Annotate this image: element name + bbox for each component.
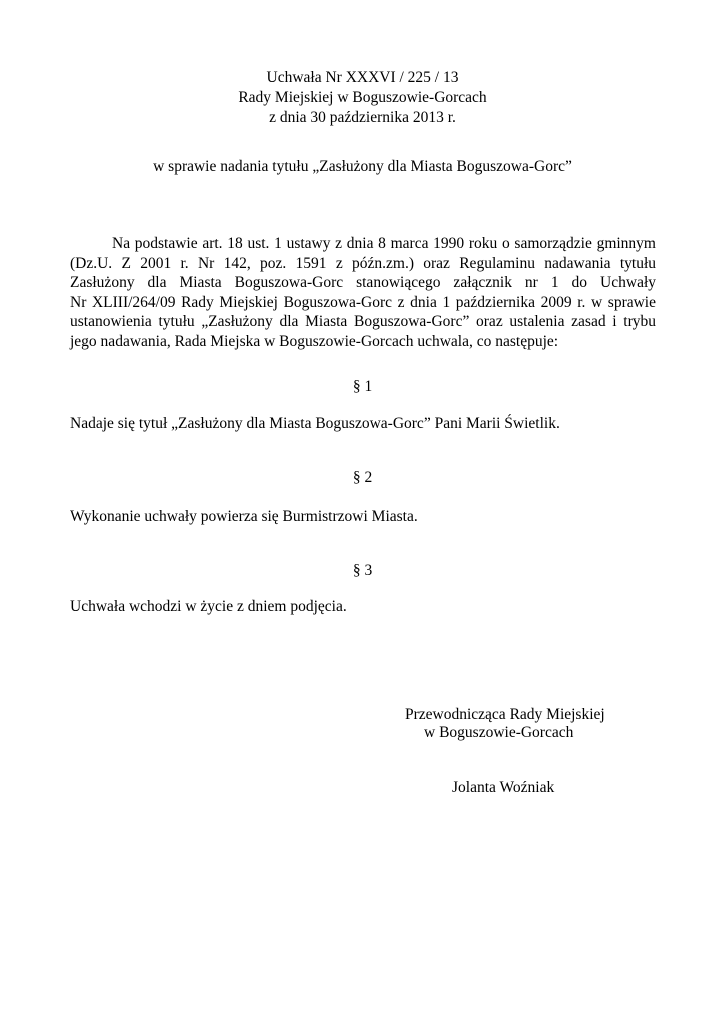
signatory-title: Przewodnicząca Rady Miejskiej [405,706,605,723]
preamble-line: Zasłużony dla Miasta Boguszowa-Gorc stanowiącego załącznik nr 1 do Uchwały [70,274,656,292]
signatory-name: Jolanta Woźniak [452,779,555,796]
council-name: Rady Miejskiej w Boguszowie-Gorcach [238,89,487,106]
signatory-title-location: w Boguszowie-Gorcach [424,724,574,741]
preamble-line: (Dz.U. Z 2001 r. Nr 142, poz. 1591 z późn.zm.) oraz Regulaminu nadawania tytułu [70,254,656,272]
section-2-text: Wykonanie uchwały powierza się Burmistrzowi Miasta. [70,508,418,525]
section-2-mark: § 2 [352,469,373,486]
section-3-mark: § 3 [352,562,373,579]
preamble-line: Nr XLIII/264/09 Rady Miejskiej Boguszowa-Gorc z dnia 1 października 2009 r. w sprawie [70,293,656,311]
section-1-mark: § 1 [352,378,373,395]
preamble-line: ustanowienia tytułu „Zasłużony dla Miasta Boguszowa-Gorc” oraz ustalenia zasad i trybu [70,313,656,331]
preamble-line: jego nadawania, Rada Miejska w Boguszowie-Gorcach uchwala, co następuje: [70,332,559,350]
preamble-paragraph [70,234,656,352]
resolution-subject: w sprawie nadania tytułu „Zasłużony dla Miasta Boguszowa-Gorc” [153,158,572,175]
preamble-line: Na podstawie art. 18 ust. 1 ustawy z dnia 8 marca 1990 roku o samorządzie gminnym [112,235,656,252]
section-1-text: Nadaje się tytuł „Zasłużony dla Miasta Boguszowa-Gorc” Pani Marii Świetlik. [70,415,560,432]
section-3-text: Uchwała wchodzi w życie z dniem podjęcia. [70,598,347,615]
resolution-header [0,68,725,128]
resolution-date: z dnia 30 października 2013 r. [269,109,456,126]
resolution-number: Uchwała Nr XXXVI / 225 / 13 [266,69,459,86]
